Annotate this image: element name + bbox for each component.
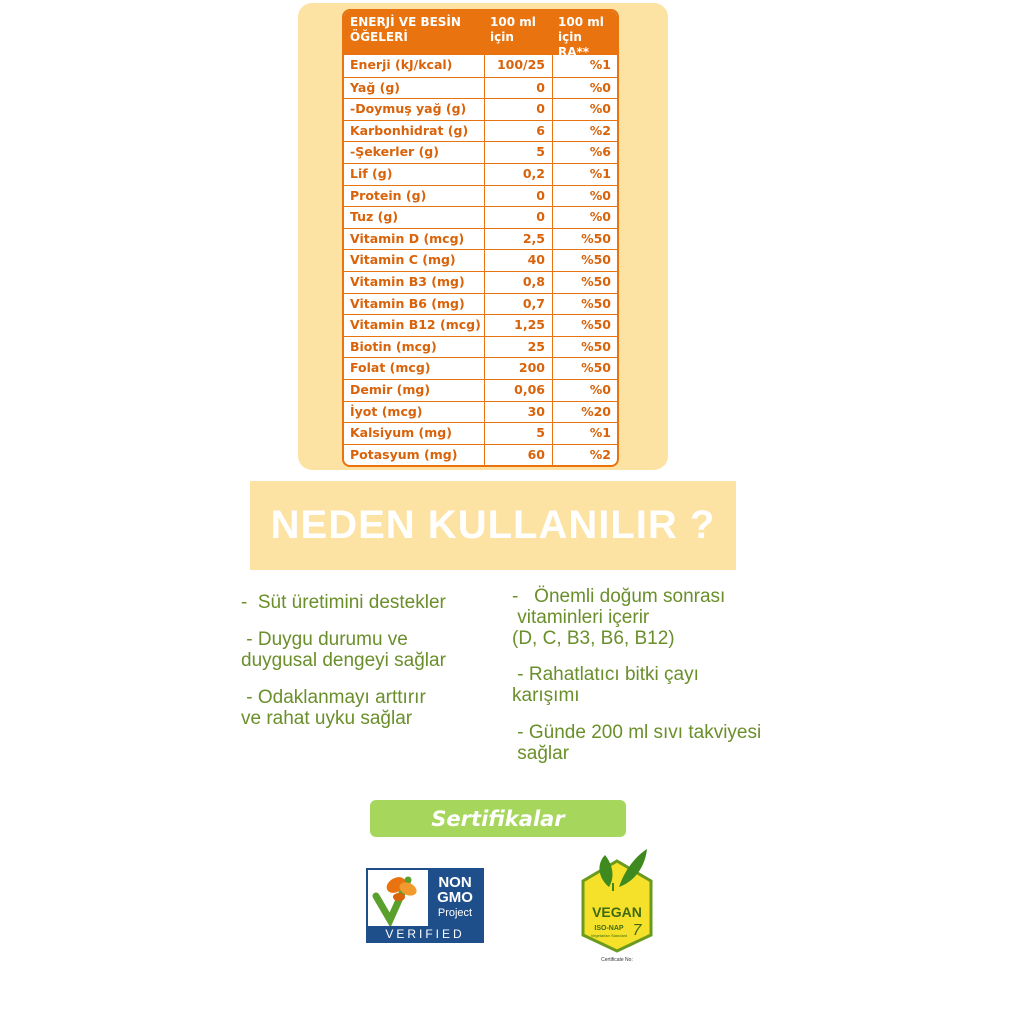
vegan-number: 7 bbox=[632, 922, 642, 939]
nutrition-row bbox=[344, 271, 617, 293]
nutrition-table bbox=[342, 9, 619, 467]
benefit-item: - Odaklanmayı arttırır ve rahat uyku sağlar bbox=[241, 687, 426, 729]
nutrient-ra: %1 bbox=[552, 423, 617, 444]
certificates-heading bbox=[370, 800, 626, 837]
nutrition-row bbox=[344, 422, 617, 444]
nutrient-amount: 100/25 bbox=[484, 55, 552, 77]
nutrition-row bbox=[344, 120, 617, 142]
nutrition-row bbox=[344, 444, 617, 466]
nutrient-ra: %50 bbox=[552, 315, 617, 336]
nongmo-line3: Project bbox=[437, 907, 473, 919]
nutrient-name: Lif (g) bbox=[350, 165, 393, 181]
nutrient-amount: 0,8 bbox=[484, 272, 552, 293]
nutrient-name: Demir (mg) bbox=[350, 381, 431, 397]
vegan-standard: ISO-NAP bbox=[594, 925, 624, 932]
nutrient-ra: %20 bbox=[552, 402, 617, 423]
benefit-item: - Duygu durumu ve duygusal dengeyi sağlar bbox=[241, 629, 446, 671]
nutrient-amount: 40 bbox=[484, 250, 552, 271]
nutrient-amount: 0 bbox=[484, 207, 552, 228]
nongmo-line2: GMO bbox=[437, 889, 473, 906]
nutrient-name: Enerji (kJ/kcal) bbox=[350, 57, 453, 72]
nutrient-amount: 2,5 bbox=[484, 229, 552, 250]
nutrient-ra: %50 bbox=[552, 229, 617, 250]
nutrient-name: Vitamin B12 (mcg) bbox=[350, 317, 481, 333]
nutrient-ra: %2 bbox=[552, 445, 617, 466]
nutrient-amount: 6 bbox=[484, 121, 552, 142]
nutrient-amount: 0 bbox=[484, 186, 552, 207]
nutrient-name: Protein (g) bbox=[350, 187, 427, 203]
banner-title: NEDEN KULLANILIR ? bbox=[270, 503, 716, 547]
nutrition-row bbox=[344, 379, 617, 401]
nutrition-row bbox=[344, 163, 617, 185]
nutrient-amount: 25 bbox=[484, 337, 552, 358]
nutrition-row bbox=[344, 357, 617, 379]
nutrient-name: Vitamin B6 (mg) bbox=[350, 295, 465, 311]
nutrition-table-body bbox=[344, 55, 617, 465]
vegan-cert-no: Certificate No: bbox=[601, 957, 633, 963]
vegan-sub: Vegetarian Standard bbox=[590, 933, 628, 938]
why-use-banner bbox=[250, 481, 736, 570]
nutrient-amount: 5 bbox=[484, 423, 552, 444]
benefit-item: - Süt üretimini destekler bbox=[241, 592, 446, 613]
nutrition-row bbox=[344, 55, 617, 77]
nutrient-ra: %0 bbox=[552, 78, 617, 99]
nutrition-row bbox=[344, 98, 617, 120]
nutrition-row bbox=[344, 336, 617, 358]
nutrient-amount: 30 bbox=[484, 402, 552, 423]
nutrient-name: -Şekerler (g) bbox=[350, 144, 439, 160]
nutrient-name: Vitamin B3 (mg) bbox=[350, 273, 465, 289]
nutrient-amount: 1,25 bbox=[484, 315, 552, 336]
nutrient-amount: 0 bbox=[484, 78, 552, 99]
nutrition-row bbox=[344, 228, 617, 250]
nutrient-ra: %0 bbox=[552, 207, 617, 228]
nutrient-name: Tuz (g) bbox=[350, 209, 399, 225]
nutrition-row bbox=[344, 401, 617, 423]
nutrient-ra: %1 bbox=[552, 55, 617, 77]
header-nutrient: ENERJİ VE BESİN ÖĞELERİ bbox=[350, 15, 461, 44]
nutrient-amount: 5 bbox=[484, 142, 552, 163]
vegan-certificate-logo bbox=[579, 843, 655, 963]
benefit-item: - Önemli doğum sonrası vitaminleri içerir (D, C, B3, B6, B12) bbox=[512, 586, 726, 649]
nutrient-ra: %0 bbox=[552, 186, 617, 207]
vegan-label: VEGAN bbox=[592, 904, 642, 920]
nutrient-name: Potasyum (mg) bbox=[350, 446, 458, 462]
nutrient-ra: %50 bbox=[552, 250, 617, 271]
benefit-item: - Rahatlatıcı bitki çayı karışımı bbox=[512, 664, 699, 706]
nongmo-verified: VERIFIED bbox=[385, 927, 465, 941]
nutrient-name: Biotin (mcg) bbox=[350, 338, 437, 354]
nutrient-amount: 0 bbox=[484, 99, 552, 120]
nutrition-row bbox=[344, 185, 617, 207]
nutrition-row bbox=[344, 293, 617, 315]
nongmo-line1: NON bbox=[438, 874, 472, 891]
vegan-logo-graphic bbox=[579, 843, 655, 963]
certificates-title: Sertifikalar bbox=[431, 806, 565, 831]
nutrient-name: İyot (mcg) bbox=[350, 403, 423, 419]
nutrition-row bbox=[344, 206, 617, 228]
nutrition-row bbox=[344, 314, 617, 336]
benefit-item: - Günde 200 ml sıvı takviyesi sağlar bbox=[517, 722, 762, 764]
nutrient-name: Vitamin D (mcg) bbox=[350, 230, 465, 246]
nutrient-name: Folat (mcg) bbox=[350, 360, 431, 376]
nutrient-ra: %50 bbox=[552, 358, 617, 379]
non-gmo-logo-graphic bbox=[368, 870, 482, 941]
nutrient-ra: %0 bbox=[552, 99, 617, 120]
nutrient-name: Vitamin C (mg) bbox=[350, 252, 456, 268]
nutrient-ra: %0 bbox=[552, 380, 617, 401]
nutrient-name: -Doymuş yağ (g) bbox=[350, 101, 467, 117]
nutrient-amount: 60 bbox=[484, 445, 552, 466]
nutrition-table-header bbox=[344, 11, 617, 59]
nutrient-ra: %50 bbox=[552, 272, 617, 293]
nutrient-amount: 0,2 bbox=[484, 164, 552, 185]
nutrient-amount: 0,06 bbox=[484, 380, 552, 401]
nutrition-row bbox=[344, 249, 617, 271]
nutrient-name: Kalsiyum (mg) bbox=[350, 425, 452, 441]
non-gmo-verified-logo bbox=[366, 868, 484, 943]
header-per-100ml: 100 ml için bbox=[490, 15, 536, 44]
header-ra: 100 ml için RA** bbox=[558, 15, 604, 59]
nutrient-name: Karbonhidrat (g) bbox=[350, 122, 469, 138]
nutrient-ra: %50 bbox=[552, 294, 617, 315]
nutrient-name: Yağ (g) bbox=[350, 79, 401, 95]
nutrient-ra: %50 bbox=[552, 337, 617, 358]
nutrient-ra: %1 bbox=[552, 164, 617, 185]
nutrient-amount: 200 bbox=[484, 358, 552, 379]
nutrition-row bbox=[344, 77, 617, 99]
nutrient-ra: %6 bbox=[552, 142, 617, 163]
nutrient-ra: %2 bbox=[552, 121, 617, 142]
nutrition-row bbox=[344, 141, 617, 163]
nutrient-amount: 0,7 bbox=[484, 294, 552, 315]
